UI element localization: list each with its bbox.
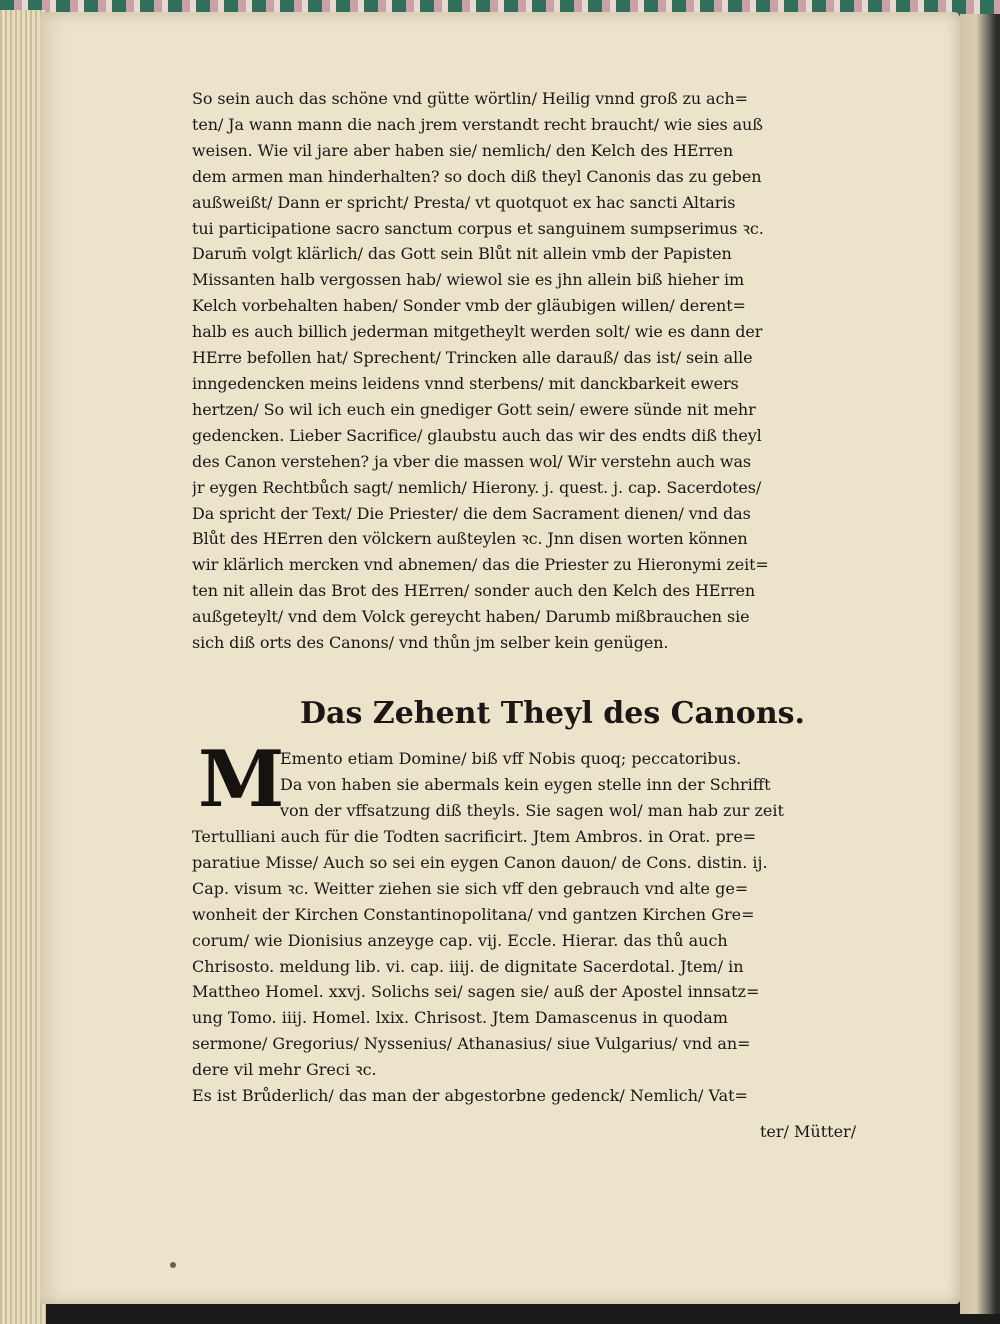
facing-page-edge — [960, 14, 1000, 1314]
text-line: außgeteylt/ vnd dem Volck gereycht haben/ Darumb mißbrauchen sie — [192, 607, 750, 627]
drop-cap: M — [198, 734, 285, 825]
text-line: Darum̄ volgt klärlich/ das Gott sein Blůt nit allein vmb der Papisten — [192, 244, 732, 264]
text-line: ung Tomo. iiij. Homel. lxix. Chrisost. Jtem Damascenus in quodam — [192, 1008, 728, 1028]
dropcap-paragraph — [280, 746, 900, 824]
text-line: tui participatione sacro sanctum corpus et sanguinem sumpserimus ꝛc. — [192, 218, 764, 238]
text-line: Es ist Brůderlich/ das man der abgestorbne gedenck/ Nemlich/ Vat= — [192, 1086, 748, 1106]
text-line: Cap. visum ꝛc. Weitter ziehen sie sich vff den gebrauch vnd alte ge= — [192, 878, 749, 898]
text-line: corum/ wie Dionisius anzeyge cap. vij. Eccle. Hierar. das thů auch — [192, 930, 728, 950]
text-line: dem armen man hinderhalten? so doch diß theyl Canonis das zu geben — [192, 166, 762, 186]
text-line: HErre befollen hat/ Sprechent/ Trincken alle darauß/ das ist/ sein alle — [192, 348, 753, 368]
text-line: paratiue Misse/ Auch so sei ein eygen Canon dauon/ de Cons. distin. ij. — [192, 852, 768, 872]
text-line: Emento etiam Domine/ biß vff Nobis quoq; peccatoribus. — [280, 749, 742, 768]
text-line: gedencken. Lieber Sacrifice/ glaubstu auch das wir des endts diß theyl — [192, 425, 762, 445]
text-line: dere vil mehr Greci ꝛc. — [192, 1060, 377, 1080]
text-line: wir klärlich mercken vnd abnemen/ das die Priester zu Hieronymi zeit= — [192, 555, 769, 575]
text-line: wonheit der Kirchen Constantinopolitana/ vnd gantzen Kirchen Gre= — [192, 904, 755, 924]
page-stain — [170, 1262, 176, 1268]
text-line: Da von haben sie abermals kein eygen stelle inn der Schrifft — [280, 774, 771, 794]
text-line: ten nit allein das Brot des HErren/ sonder auch den Kelch des HErren — [192, 581, 756, 601]
text-line: von der vffsatzung diß theyls. Sie sagen wol/ man hab zur zeit — [280, 800, 784, 820]
catchword: ter/ Mütter/ — [760, 1122, 857, 1141]
text-line: jr eygen Rechtbůch sagt/ nemlich/ Hierony. j. quest. j. cap. Sacerdotes/ — [192, 477, 762, 497]
text-line: Mattheo Homel. xxvj. Solichs sei/ sagen sie/ auß der Apostel innsatz= — [192, 982, 760, 1002]
text-line: halb es auch billich jederman mitgetheylt werden solt/ wie es dann der — [192, 322, 763, 342]
text-line: Da spricht der Text/ Die Priester/ die dem Sacrament dienen/ vnd das — [192, 503, 751, 523]
text-line: hertzen/ So wil ich euch ein gnediger Gott sein/ ewere sünde nit mehr — [192, 399, 756, 419]
text-line: Kelch vorbehalten haben/ Sonder vmb der gläubigen willen/ derent= — [192, 296, 746, 316]
section-paragraph — [192, 824, 904, 1109]
text-line: So sein auch das schöne vnd gütte wörtlin/ Heilig vnnd groß zu ach= — [192, 89, 748, 108]
text-line: weisen. Wie vil jare aber haben sie/ nemlich/ den Kelch des HErren — [192, 140, 734, 160]
text-line: Blůt des HErren den völckern außteylen ꝛc. Jnn disen worten können — [192, 529, 748, 549]
text-line: Tertulliani auch für die Todten sacrificirt. Jtem Ambros. in Orat. pre= — [192, 827, 757, 846]
text-line: ten/ Ja wann mann die nach jrem verstandt recht braucht/ wie sies auß — [192, 114, 763, 134]
text-line: Missanten halb vergossen hab/ wiewol sie es jhn allein biß hieher im — [192, 270, 745, 290]
text-line: Chrisosto. meldung lib. vi. cap. iiij. de dignitate Sacerdotal. Jtem/ in — [192, 956, 744, 976]
text-line: sermone/ Gregorius/ Nyssenius/ Athanasius/ siue Vulgarius/ vnd an= — [192, 1034, 751, 1054]
text-line: sich diß orts des Canons/ vnd thůn jm selber kein genügen. — [192, 633, 669, 653]
text-line: des Canon verstehen? ja vber die massen wol/ Wir verstehn auch was — [192, 451, 752, 471]
main-paragraph — [192, 86, 904, 656]
text-line: außweißt/ Dann er spricht/ Presta/ vt quotquot ex hac sancti Altaris — [192, 192, 736, 212]
text-line: inngedencken meins leidens vnnd sterbens/ mit danckbarkeit ewers — [192, 373, 739, 393]
section-heading: Das Zehent Theyl des Canons. — [300, 696, 805, 731]
